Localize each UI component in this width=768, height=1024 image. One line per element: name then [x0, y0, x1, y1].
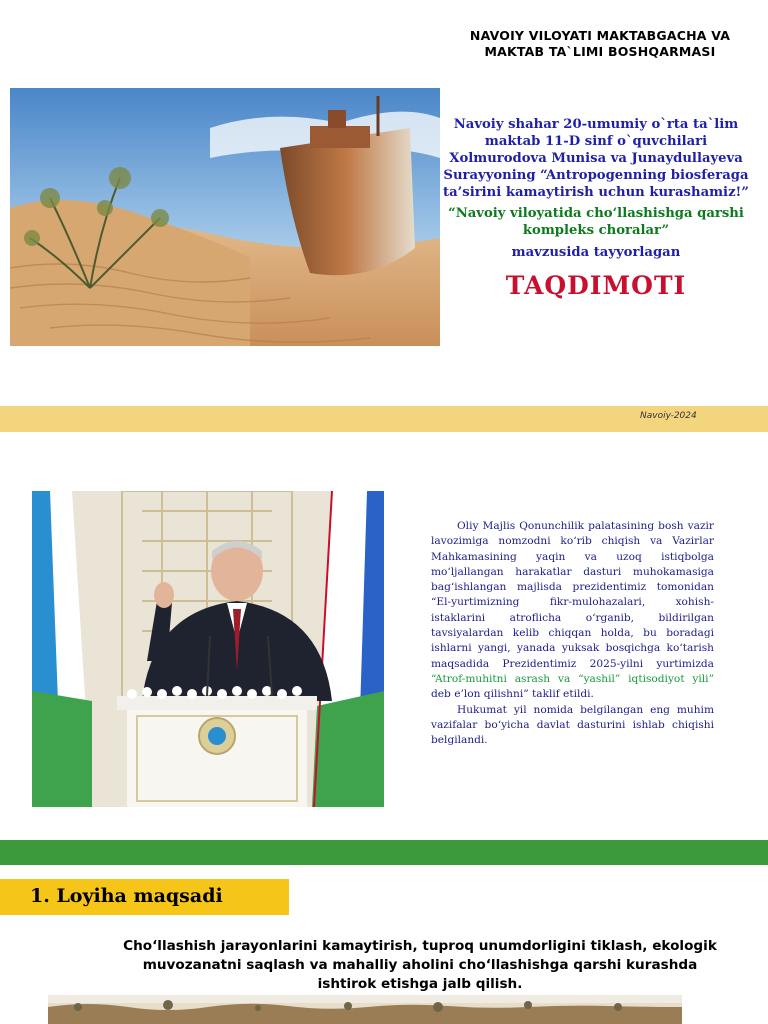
desert-ship-illustration — [10, 88, 440, 346]
org-line-1: NAVOIY VILOYATI MAKTABGACHA VA — [469, 28, 731, 43]
year-name-highlight: “Atrof-muhitni asrash va “yashil” iqtisodiyot yili” — [431, 672, 714, 685]
paragraph-1-end: deb e’lon qilishni” taklif etildi. — [431, 688, 594, 701]
info-paragraph — [431, 519, 714, 748]
president-illustration — [32, 491, 384, 807]
presentation-topic: “Navoiy viloyatida cho‘llashishga qarshi kompleks choralar” — [448, 206, 744, 238]
main-title: TAQDIMOTI — [505, 271, 687, 300]
desert-ship-image — [10, 88, 440, 346]
prepared-line: mavzusida tayyorlagan — [511, 245, 681, 260]
paragraph-1 — [431, 519, 714, 703]
paragraph-2: Hukumat yil nomida belgilangan eng muhim vazifalar bo‘yicha davlat dasturini ishlab chiqishi belgilandi. — [431, 703, 714, 747]
place-year: Navoiy-2024 — [640, 411, 697, 421]
org-line-2: MAKTAB TA`LIMI BOSHQARMASI — [484, 44, 716, 59]
desert-landscape-illustration — [48, 995, 682, 1024]
paragraph-1-text: Oliy Majlis Qonunchilik palatasining bosh vazir lavozimiga nomzodni ko‘rib chiqish va Vazirlar Mahkamasining yaqin va uzoq istiqbolga mo‘ljallangan harakatlar dasturi muhokamasiga bag‘ishlangan majlisda prezidentimiz tomonidan “El-yurtimizning fikr-mulohazalari, xohish-istaklarini atroflicha o‘rganib, bildirilgan tavsiyalardan kelib chiqqan holda, bu boradagi ishlarni yangi, yanada yuksak bosqichga ko‘tarish maqsadida Prezidentimiz 2025-yilni yurtimizda — [431, 520, 714, 670]
presentation-intro: Navoiy shahar 20-umumiy o`rta ta`lim maktab 11-D sinf o`quvchilari Xolmurodova Munisa va Junaydullayeva Surayyoning “Antropogenning biosferaga ta’sirini kamaytirish uchun kurashamiz!” — [443, 117, 749, 200]
green-divider-band — [0, 840, 768, 865]
president-photo — [32, 491, 384, 807]
organization-name — [450, 28, 750, 60]
project-goal-text: Cho‘llashish jarayonlarini kamaytirish, tuproq unumdorligini tiklash, ekologik muvozanatni saqlash va mahalliy aholini cho‘llashishga qarshi kurashda ishtirok etishga jalb qilish. — [123, 938, 717, 992]
section-heading-box — [0, 879, 289, 915]
section-heading: 1. Loyiha maqsadi — [30, 885, 223, 907]
title-block — [440, 116, 752, 301]
desert-landscape-image — [48, 995, 682, 1024]
